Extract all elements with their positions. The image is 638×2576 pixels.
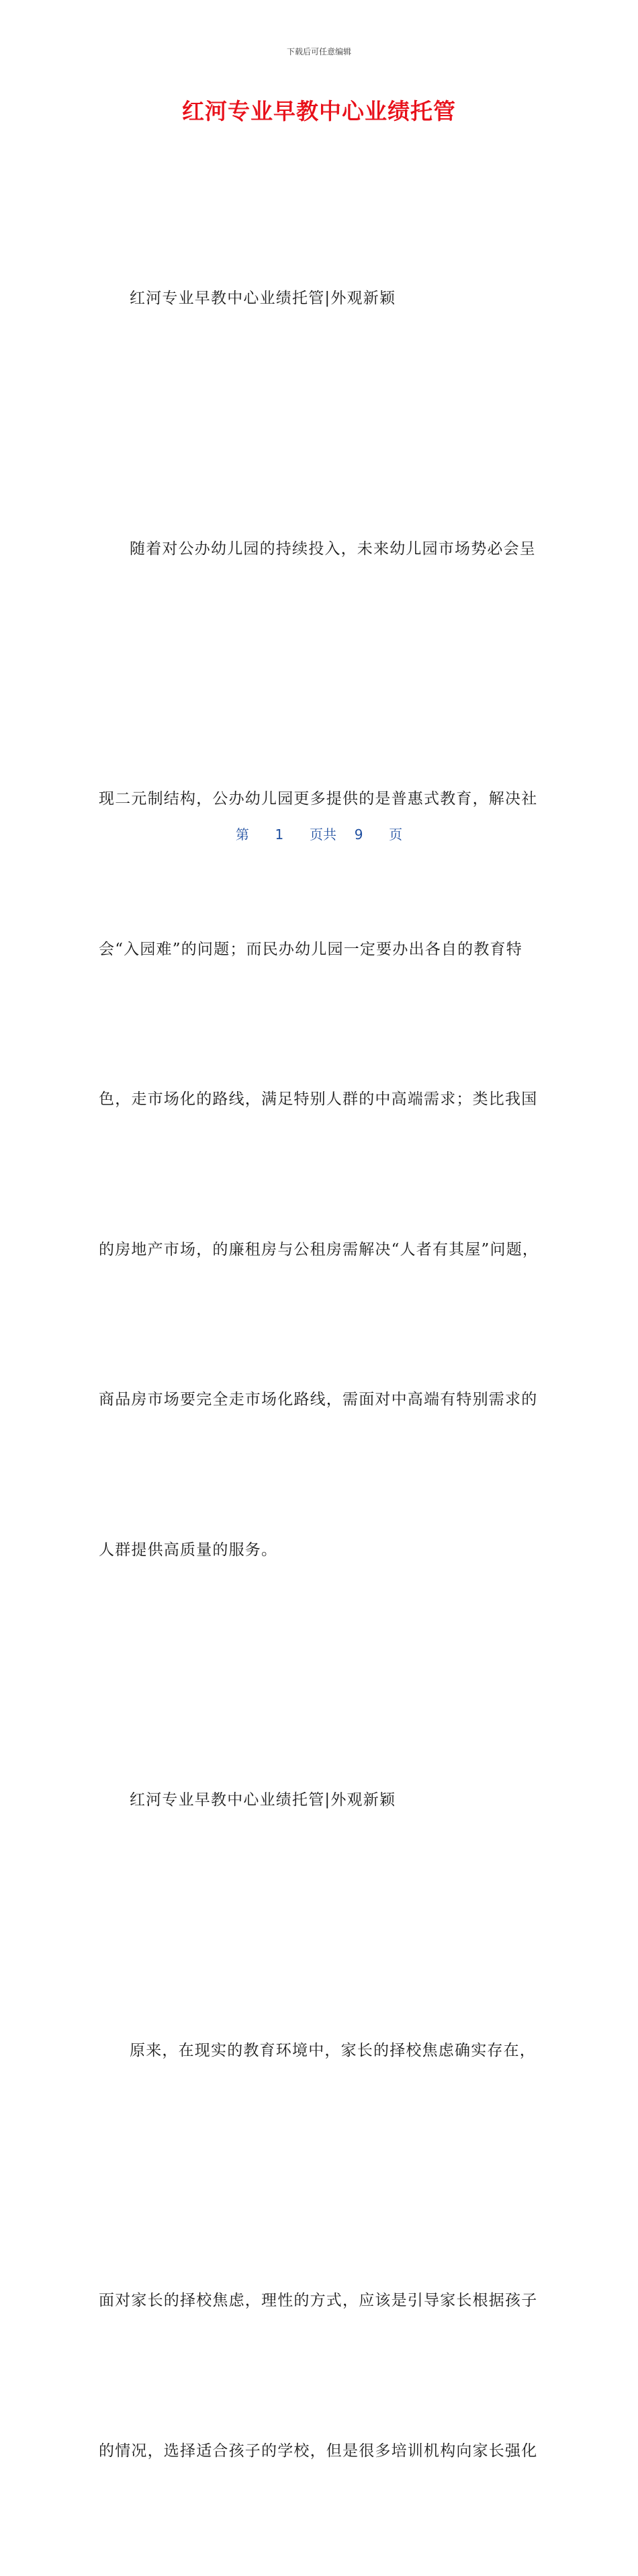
text-line: 面对家长的择校焦虑，理性的方式，应该是引导家长根据孩子 [99,2292,538,2309]
paragraph-school-choice [99,1926,542,2176]
text-line: 随着对公办幼儿园的持续投入，未来幼儿园市场势必会呈 [130,540,536,558]
text-line: 红河专业早教中心业绩托管|外观新颖 [130,1791,396,1809]
page-label-prefix: 第 [235,826,249,843]
current-page-number: 1 [275,826,284,843]
text-line: 的情况，选择适合孩子的学校，但是很多培训机构向家长强化 [99,2442,538,2460]
page-footer [0,824,638,843]
text-line: 原来，在现实的教育环境中，家长的择校焦虑确实存在， [130,2041,536,2059]
paragraph-subheading-1 [99,173,542,424]
page-label-suffix: 页 [389,826,403,843]
text-line: 会“入园难”的问题；而民办幼儿园一定要办出各自的教育特 [99,940,522,958]
text-line: 红河专业早教中心业绩托管|外观新颖 [130,290,396,307]
text-line: 的房地产市场，的廉租房与公租房需解决“人者有其屋”问题， [99,1240,539,1258]
paragraph-school-choice-continued [99,2176,542,2576]
document-title: 红河专业早教中心业绩托管 [182,98,456,124]
page-label-middle: 页共 [310,826,336,843]
header-note: 下载后可任意编辑 [286,47,351,56]
total-pages-number: 9 [354,826,363,843]
paragraph-market [99,424,542,675]
document-body [99,173,542,2576]
text-line: 人群提供高质量的服务。 [99,1541,278,1559]
paragraph-subheading-2 [99,1675,542,1926]
text-line: 色，走市场化的路线，满足特别人群的中高端需求；类比我国 [99,1090,538,1108]
text-line: 现二元制结构，公办幼儿园更多提供的是普惠式教育，解决社 [99,790,538,808]
text-line: 商品房市场要完全走市场化路线，需面对中高端有特别需求的 [99,1391,538,1408]
